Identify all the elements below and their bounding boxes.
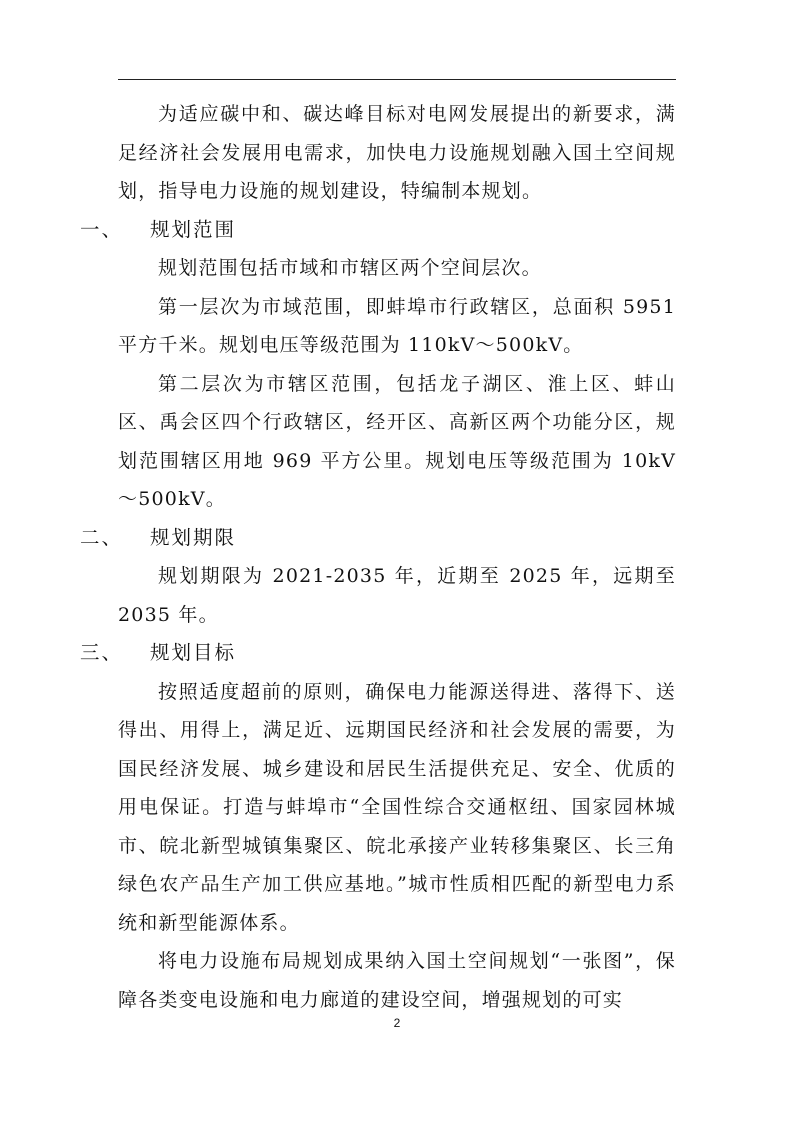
intro-paragraph: 为适应碳中和、碳达峰目标对电网发展提出的新要求，满足经济社会发展用电需求，加快电力设施规划融入国土空间规划，指导电力设施的规划建设，特编制本规划。 — [118, 103, 676, 202]
header-rule — [118, 79, 676, 80]
page-number: 2 — [393, 1016, 401, 1030]
paragraph: 第一层次为市域范围，即蚌埠市行政辖区，总面积 5951 平方千米。规划电压等级范围为 110kV～500kV。 — [118, 295, 676, 356]
section-heading-1 — [80, 211, 676, 250]
section-number: 二、 — [80, 525, 124, 549]
section-heading-3 — [80, 634, 676, 673]
paragraph: 规划期限为 2021-2035 年，近期至 2025 年，远期至 2035 年。 — [118, 565, 676, 626]
section-number: 三、 — [80, 641, 124, 664]
section-title: 规划范围 — [150, 217, 237, 241]
paragraph: 按照适度超前的原则，确保电力能源送得进、落得下、送得出、用得上，满足近、远期国民经济和社会发展的需要，为国民经济发展、城乡建设和居民生活提供充足、安全、优质的用电保证。打造与蚌埠市“全国性综合交通枢纽、国家园林城市、皖北新型城镇集聚区、皖北承接产业转移集聚区、长三角绿色农产品生产加工供应基地。”城市性质相匹配的新型电力系统和新型能源体系。 — [118, 680, 676, 934]
paragraph: 第二层次为市辖区范围，包括龙子湖区、淮上区、蚌山区、禹会区四个行政辖区，经开区、高新区两个功能分区，规划范围辖区用地 969 平方公里。规划电压等级范围为 10kV～500kV。 — [118, 372, 676, 510]
paragraph: 规划范围包括市域和市辖区两个空间层次。 — [158, 257, 542, 279]
section-number: 一、 — [80, 217, 124, 241]
document-body — [80, 95, 676, 1019]
paragraph: 将电力设施布局规划成果纳入国土空间规划“一张图”，保障各类变电设施和电力廊道的建设空间，增强规划的可实 — [118, 950, 676, 1011]
section-heading-2 — [80, 519, 676, 558]
section-title: 规划期限 — [150, 525, 237, 549]
section-title: 规划目标 — [150, 641, 237, 664]
